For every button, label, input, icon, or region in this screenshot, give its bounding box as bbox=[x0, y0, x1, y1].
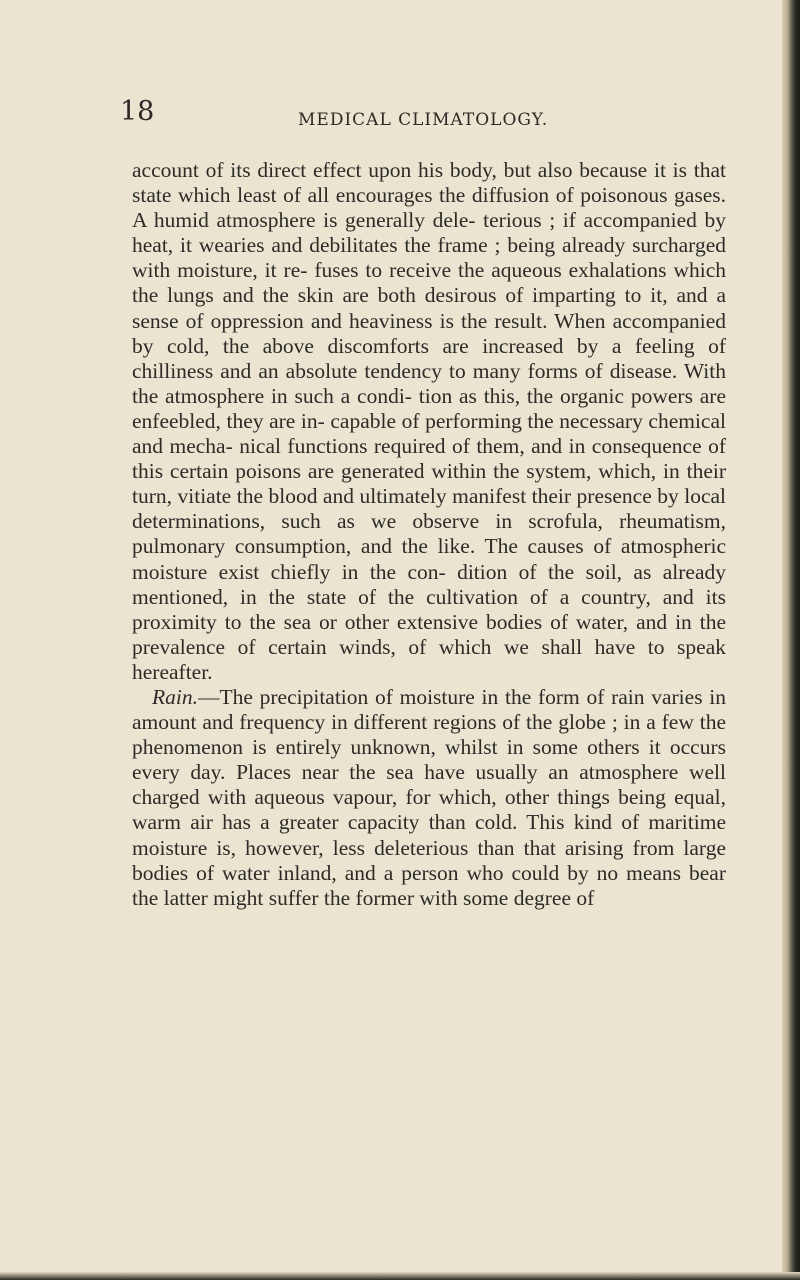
paragraph-moisture: account of its direct effect upon his body, but also because it is that state which least of all encourages the diffusion of poisonous gases. A humid atmosphere is generally dele- terious ; if accompanied by heat, it wearies and debilitates the frame ; being already surcharged with moisture, it re- fuses to receive the aqueous exhalations which the lungs and the skin are both desirous of imparting to it, and a sense of oppression and heaviness is the result. When accompanied by cold, the above discomforts are increased by a feeling of chilliness and an absolute tendency to many forms of disease. With the atmosphere in such a condi- tion as this, the organic powers are enfeebled, they are in- capable of performing the necessary chemical and mecha- nical functions required of them, and in consequence of this certain poisons are generated within the system, which, in their turn, vitiate the blood and ultimately manifest their presence by local determinations, such as we observe in scrofula, rheumatism, pulmonary consumption, and the like. The causes of atmospheric moisture exist chiefly in the con- dition of the soil, as already mentioned, in the state of the cultivation of a country, and its proximity to the sea or other extensive bodies of water, and in the prevalence of certain winds, of which we shall have to speak hereafter. bbox=[132, 158, 726, 684]
running-title: MEDICAL CLIMATOLOGY. bbox=[298, 110, 549, 130]
page-header bbox=[120, 96, 720, 136]
body-text bbox=[132, 158, 726, 911]
paragraph-rain bbox=[132, 685, 726, 911]
paragraph-rain-text: —The precipitation of moisture in the form of rain varies in amount and frequency in different regions of the globe ; in a few the phenomenon is entirely unknown, whilst in some others it occurs every day. Places near the sea have usually an atmosphere well charged with aqueous vapour, for which, other things being equal, warm air has a greater capacity than cold. This kind of maritime moisture is, however, less deleterious than that arising from large bodies of water inland, and a person who could by no means bear the latter might suffer the former with some degree of bbox=[132, 684, 726, 910]
book-spine-shadow bbox=[782, 0, 800, 1280]
page-number: 18 bbox=[120, 96, 155, 127]
sidehead-rain: Rain. bbox=[152, 684, 198, 709]
page-bottom-edge bbox=[0, 1272, 800, 1280]
